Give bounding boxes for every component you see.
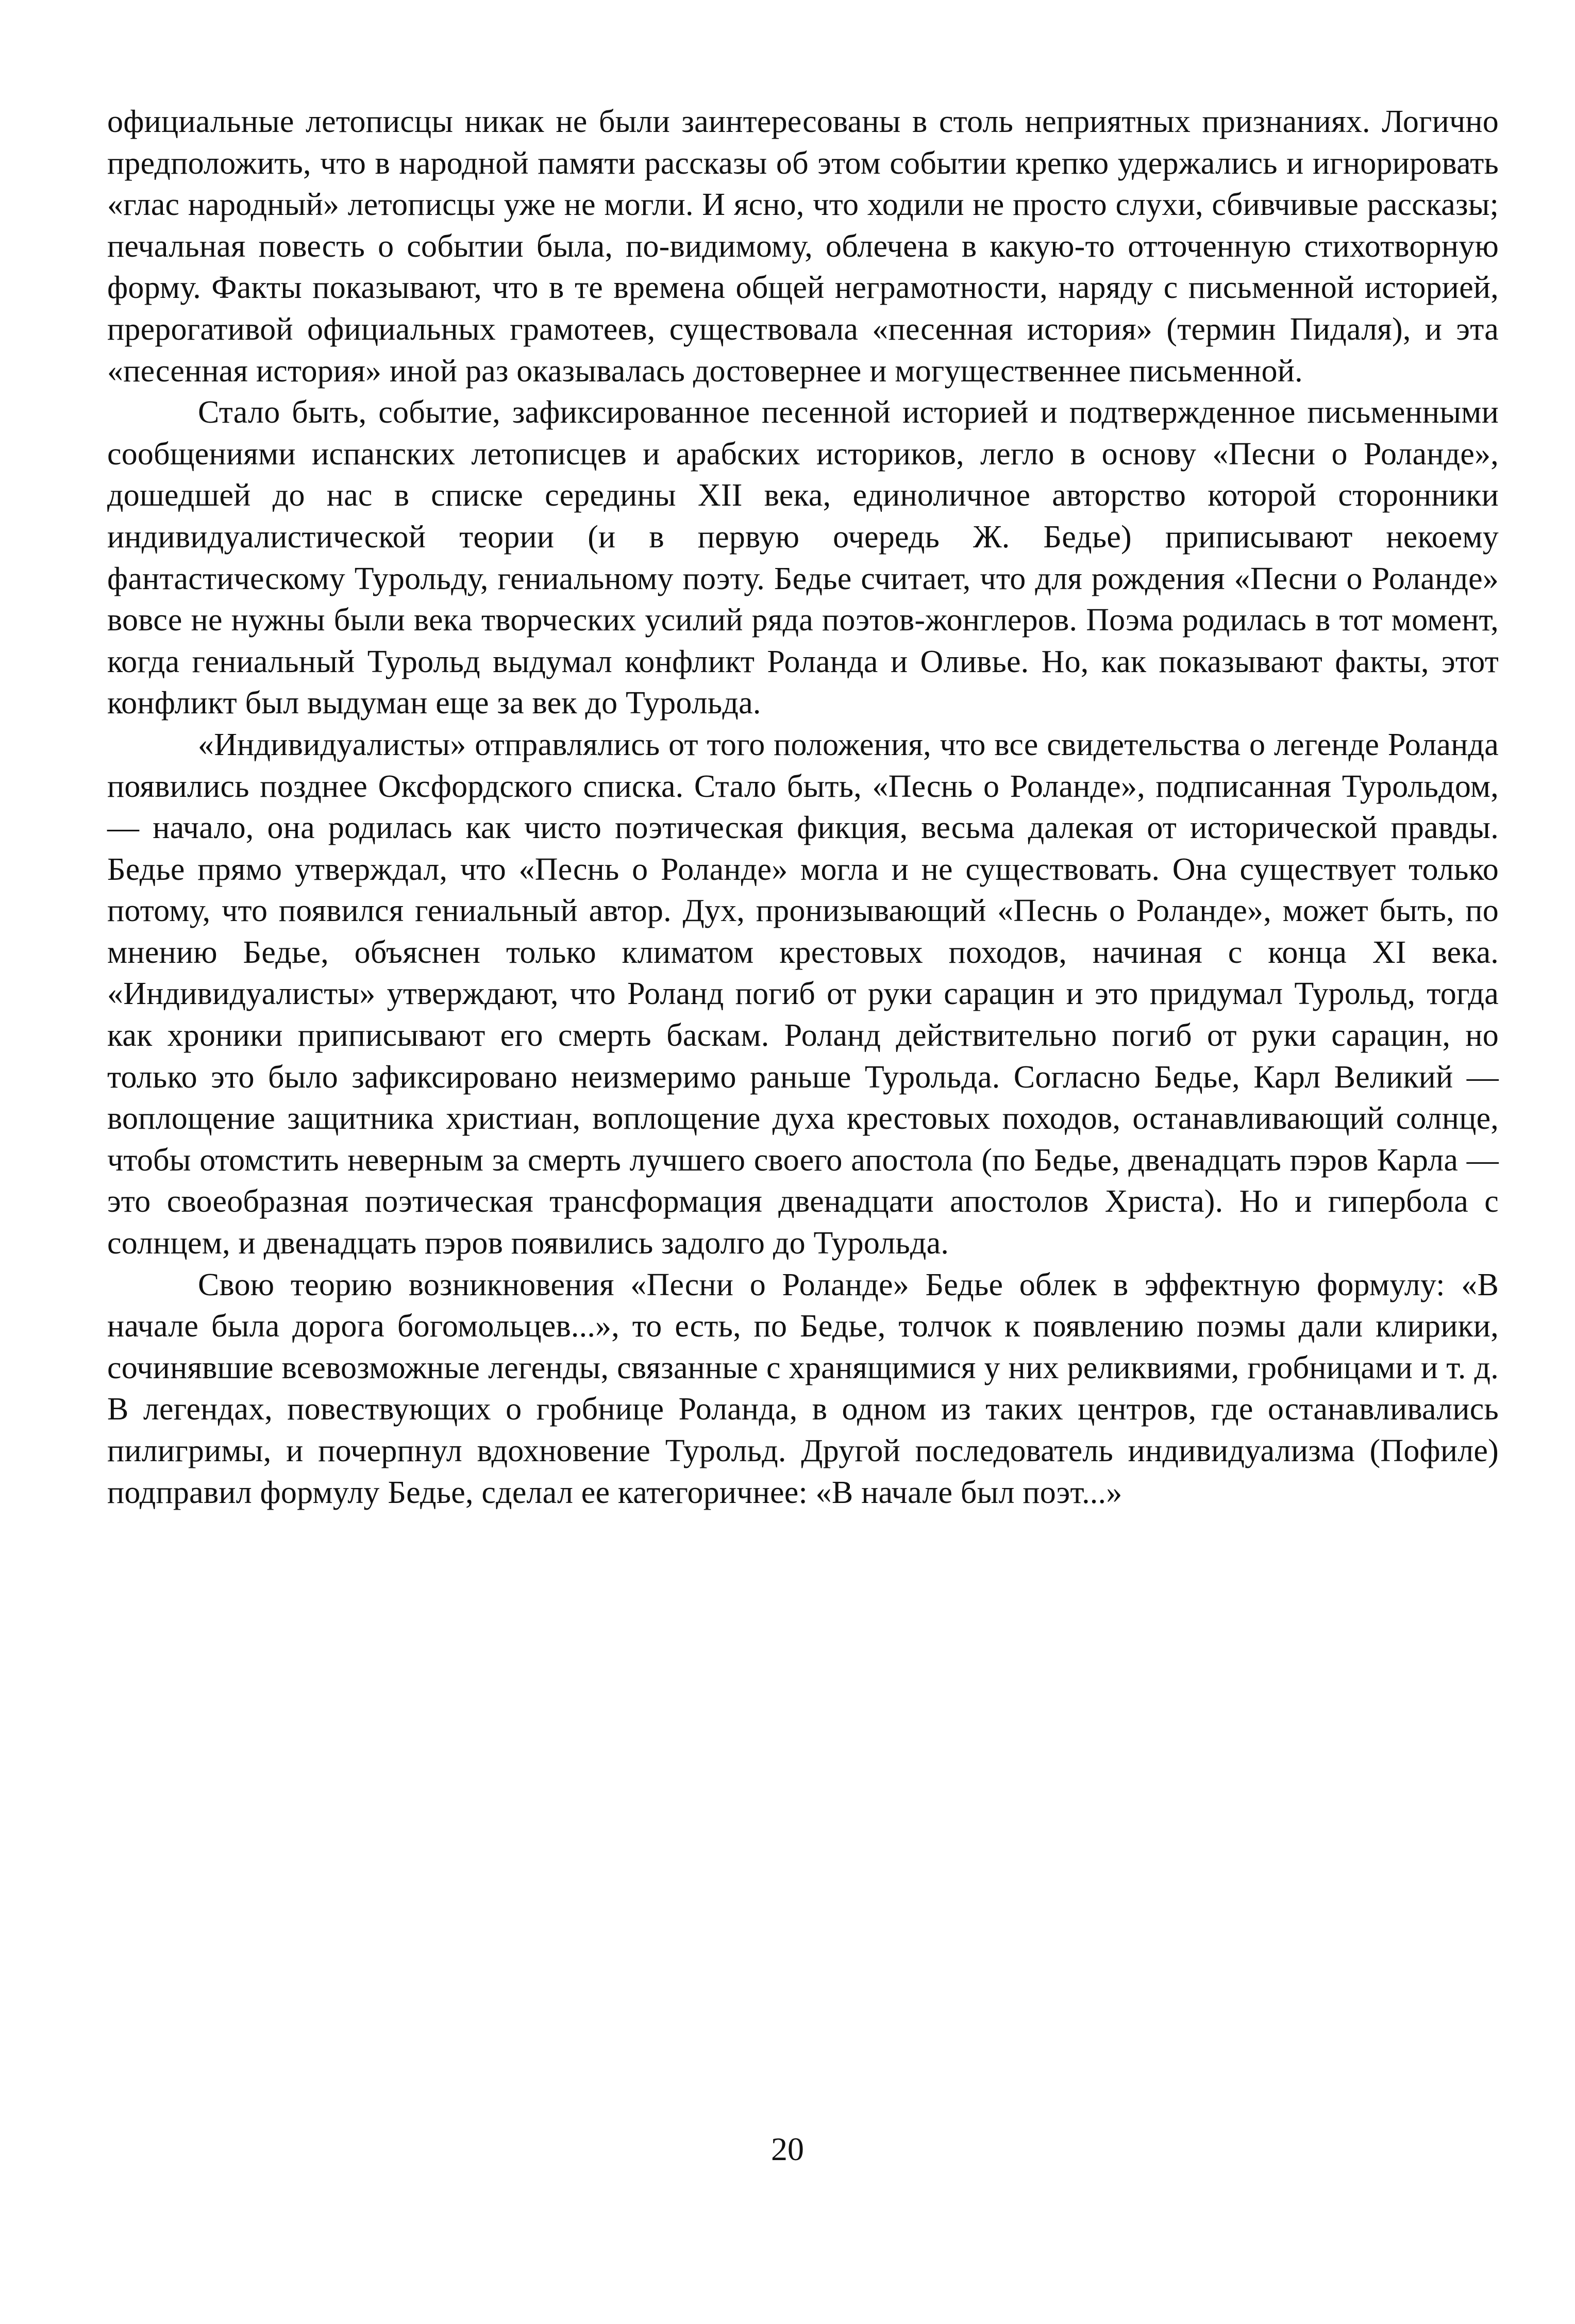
body-text (107, 101, 1499, 1513)
paragraph-3: «Индивидуалисты» отправлялись от того положения, что все свидетельства о легенде Роланда появились позднее Оксфордского списка. Стало быть, «Песнь о Роланде», подписанная Турольдом,— начало, она родилась как чисто поэтическая фикция, весьма далекая от исторической правды. Бедье прямо утверждал, что «Песнь о Роланде» могла и не существовать. Она существует только потому, что появился гениальный автор. Дух, пронизывающий «Песнь о Роланде», может быть, по мнению Бедье, объяснен только климатом крестовых походов, начиная с конца XI века. «Индивидуалисты» утверждают, что Роланд погиб от руки сарацин и это придумал Турольд, тогда как хроники приписывают его смерть баскам. Роланд действительно погиб от руки сарацин, но только это было зафиксировано неизмеримо раньше Турольда. Согласно Бедье, Карл Великий — воплощение защитника христиан, воплощение духа крестовых походов, останавливающий солнце, чтобы отомстить неверным за смерть лучшего своего апостола (по Бедье, двенадцать пэров Карла — это своеобразная поэтическая трансформация двенадцати апостолов Христа). Но и гипербола с солнцем, и двенадцать пэров появились задолго до Турольда. (107, 727, 1499, 1261)
paragraph-4: Свою теорию возникновения «Песни о Роланде» Бедье облек в эффектную формулу: «В начале была дорога богомольцев...», то есть, по Бедье, толчок к появлению поэмы дали клирики, сочинявшие всевозможные легенды, связанные с хранящимися у них реликвиями, гробницами и т. д. В легендах, повествующих о гробнице Роланда, в одном из таких центров, где останавливались пилигримы, и почерпнул вдохновение Турольд. Другой последователь индивидуализма (Пофиле) подправил формулу Бедье, сделал ее категоричнее: «В начале был поэт...» (107, 1267, 1499, 1510)
page-number: 20 (771, 2131, 804, 2167)
paragraph-2: Стало быть, событие, зафиксированное песенной историей и подтвержденное письменными сообщениями испанских летописцев и арабских историков, легло в основу «Песни о Роланде», дошедшей до нас в списке середины XII века, единоличное авторство которой сторонники индивидуалистической теории (и в первую очередь Ж. Бедье) приписывают некоему фантастическому Турольду, гениальному поэту. Бедье считает, что для рождения «Песни о Роланде» вовсе не нужны были века творческих усилий ряда поэтов-жонглеров. Поэма родилась в тот момент, когда гениальный Турольд выдумал конфликт Роланда и Оливье. Но, как показывают факты, этот конфликт был выдуман еще за век до Турольда. (107, 395, 1499, 721)
paragraph-1: официальные летописцы никак не были заинтересованы в столь неприятных признаниях. Логично предположить, что в народной памяти рассказы об этом событии крепко удержались и игнорировать «глас народный» летописцы уже не могли. И ясно, что ходили не просто слухи, сбивчивые рассказы; печальная повесть о событии была, по-видимому, облечена в какую-то отточенную стихотворную форму. Факты показывают, что в те времена общей неграмотности, наряду с письменной историей, прерогативой официальных грамотеев, существовала «песенная история» (термин Пидаля), и эта «песенная история» иной раз оказывалась достовернее и могущественнее письменной. (107, 104, 1499, 389)
